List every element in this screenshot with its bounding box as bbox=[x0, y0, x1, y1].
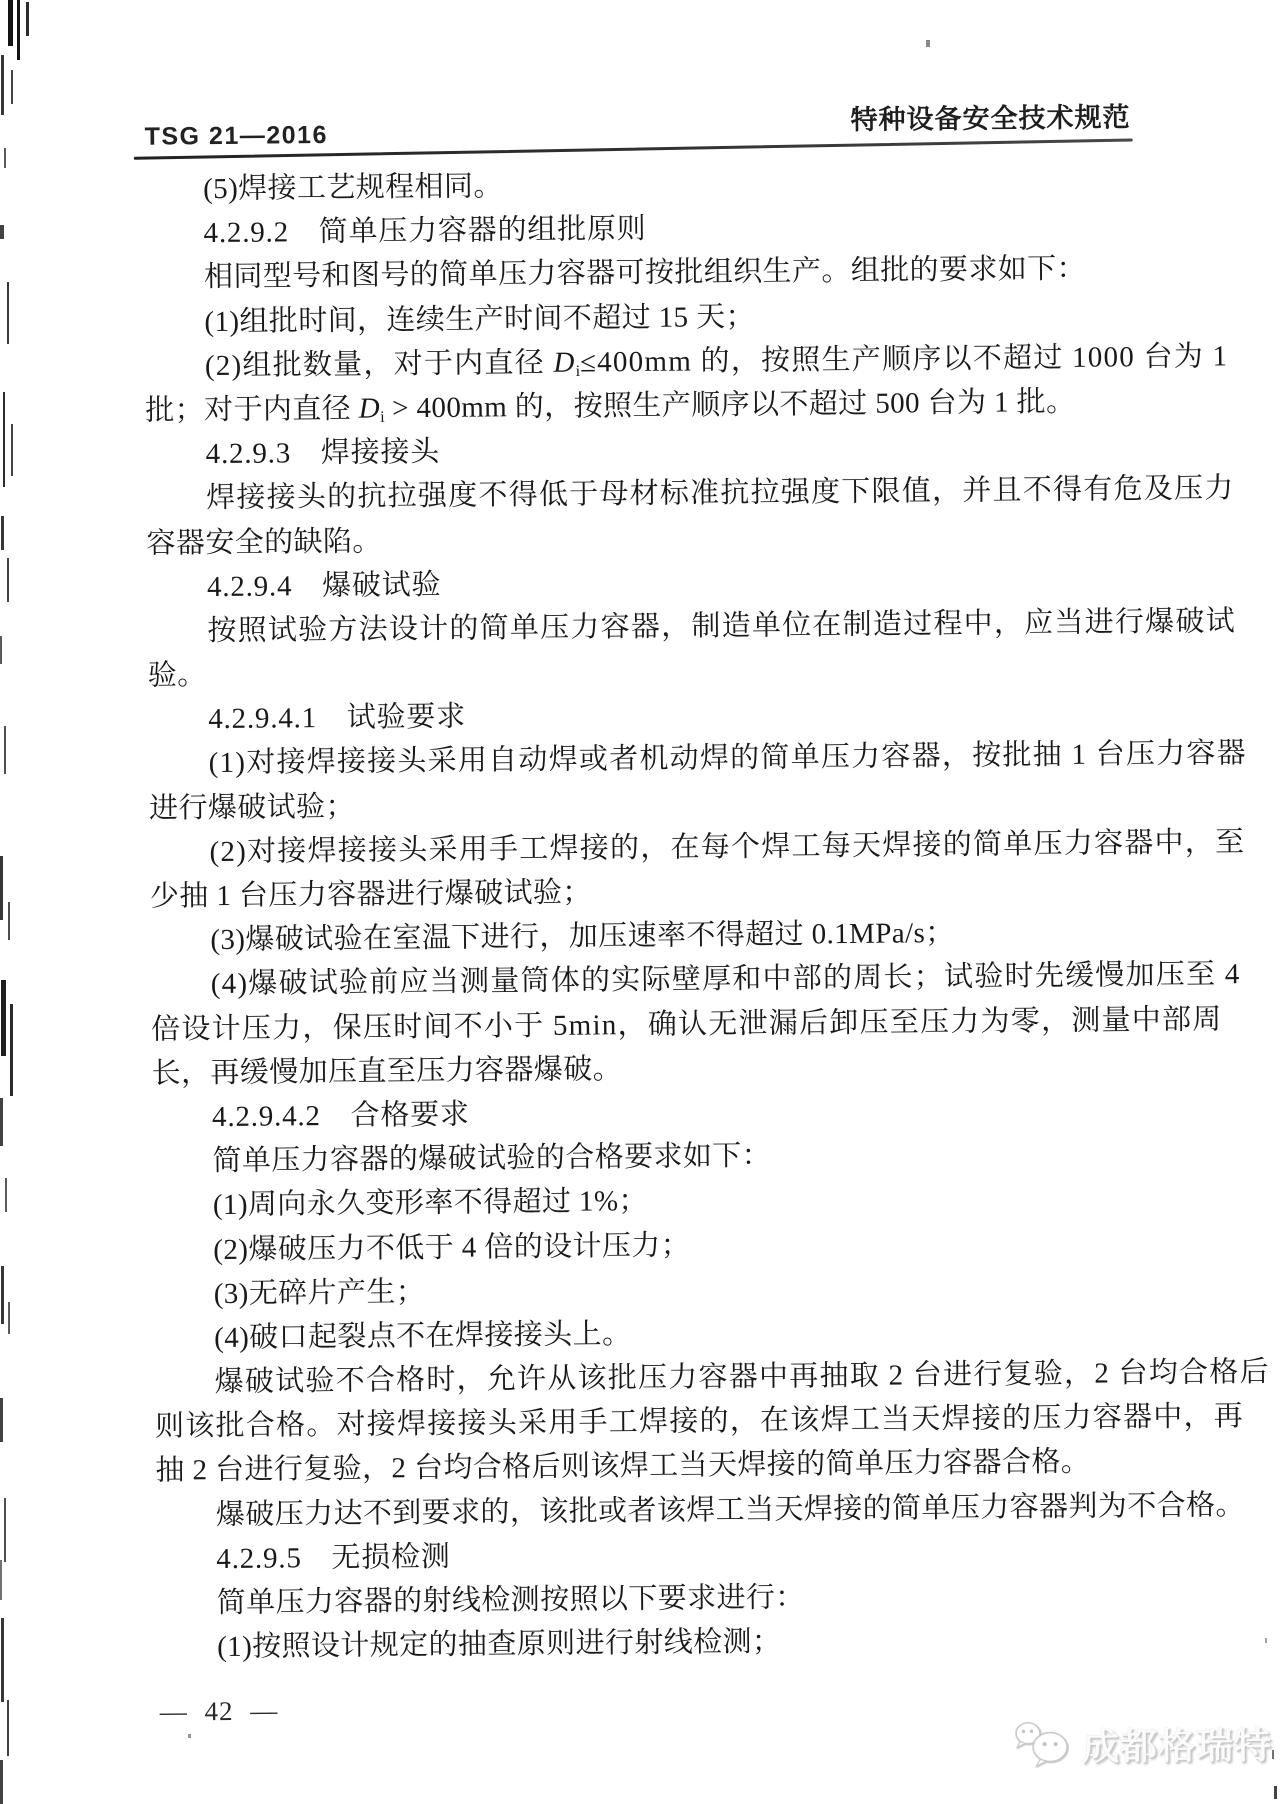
scan-mark bbox=[7, 558, 9, 602]
body-line: (1)对接焊接接头采用自动焊或者机动焊的简单压力容器，按批抽 1 台压力容器 bbox=[208, 737, 1248, 780]
body-line: (5)焊接工艺规程相同。 bbox=[203, 170, 503, 206]
body-line: 则该批合格。对接焊接接头采用手工焊接的，在该焊工当天焊接的压力容器中，再 bbox=[154, 1400, 1245, 1443]
scan-mark bbox=[7, 282, 9, 344]
body-line: 批；对于内直径 $D_i > 400mm$ 的，按照生产顺序以不超过 500 台为 1 批。 bbox=[145, 385, 1076, 427]
body-line: 爆破试验不合格时，允许从该批压力容器中再抽取 2 台进行复验，2 台均合格后 bbox=[214, 1356, 1270, 1399]
body-line: (1)组批时间，连续生产时间不超过 15 天； bbox=[204, 300, 756, 338]
watermark-brand-text: 成都格瑞特 bbox=[1081, 1724, 1273, 1768]
scan-mark bbox=[7, 1700, 9, 1756]
body-line: 少抽 1 台压力容器进行爆破试验； bbox=[149, 876, 592, 913]
body-line: (3)无碎片产生； bbox=[213, 1275, 426, 1310]
wechat-icon bbox=[1012, 1718, 1076, 1771]
body-line: 按照试验方法设计的简单压力容器，制造单位在制造过程中，应当进行爆破试 bbox=[207, 605, 1237, 648]
scan-mark bbox=[1, 1618, 4, 1702]
body-line: (1)按照设计规定的抽查原则进行射线检测； bbox=[217, 1625, 782, 1664]
scan-mark bbox=[188, 1734, 191, 1738]
scan-mark bbox=[1265, 1638, 1267, 1643]
scan-mark bbox=[0, 636, 2, 664]
document-header-title: 特种设备安全技术规范 bbox=[850, 102, 1131, 135]
body-line: (4)爆破试验前应当测量筒体的实际壁厚和中部的周长；试验时先缓慢加压至 4 bbox=[210, 958, 1241, 1001]
scan-mark bbox=[0, 1760, 3, 1804]
body-line: 容器安全的缺陷。 bbox=[146, 524, 382, 560]
section-heading: 4.2.9.2 简单压力容器的组批原则 bbox=[203, 213, 647, 250]
body-line: (3)爆破试验在室温下进行，加压速率不得超过 0.1MPa/s； bbox=[210, 917, 955, 957]
body-line: (1)周向永久变形率不得超过 1%； bbox=[212, 1185, 648, 1222]
body-line: 简单压力容器的爆破试验的合格要求如下： bbox=[212, 1139, 772, 1178]
body-line: (2)组批数量，对于内直径 $D_i\le 400mm$ 的，按照生产顺序以不超过 1000 台为 1 bbox=[204, 340, 1229, 382]
scan-mark bbox=[0, 1560, 2, 1600]
section-heading: 4.2.9.4.1 试验要求 bbox=[208, 700, 467, 736]
body-line: 长，再缓慢加压直至压力容器爆破。 bbox=[151, 1052, 623, 1090]
body-line: (2)爆破压力不低于 4 倍的设计压力； bbox=[213, 1229, 691, 1266]
page-number: — 42 — bbox=[159, 1695, 279, 1727]
body-lines bbox=[143, 158, 1270, 1670]
scan-mark bbox=[0, 225, 4, 239]
section-heading: 4.2.9.3 焊接接头 bbox=[205, 436, 441, 471]
scan-mark bbox=[17, 0, 20, 60]
scan-mark bbox=[4, 1498, 6, 1562]
body-line: 验。 bbox=[147, 659, 207, 692]
body-line: 进行爆破试验； bbox=[148, 790, 356, 825]
body-line: 爆破压力达不到要求的，该批或者该焊工当天焊接的简单压力容器判为不合格。 bbox=[215, 1488, 1246, 1531]
scan-mark bbox=[1, 516, 4, 550]
body-line: 焊接接头的抗拉强度不得低于母材标准抗拉强度下限值，并且不得有危及压力 bbox=[205, 472, 1235, 515]
scan-mark bbox=[0, 1098, 3, 1146]
scan-mark bbox=[1, 1266, 4, 1324]
body-line: 倍设计压力，保压时间不小于 5min，确认无泄漏后卸压至压力为零，测量中部周 bbox=[151, 1002, 1223, 1046]
section-heading: 4.2.9.4.2 合格要求 bbox=[211, 1098, 470, 1134]
section-heading: 4.2.9.4 爆破试验 bbox=[206, 568, 442, 603]
scan-mark bbox=[8, 902, 10, 940]
body-line: 简单压力容器的射线检测按照以下要求进行： bbox=[216, 1581, 805, 1620]
scan-mark bbox=[4, 726, 6, 774]
scan-mark bbox=[1, 980, 6, 1056]
body-line: 抽 2 台进行复验，2 台均合格后则该焊工当天焊接的简单压力容器合格。 bbox=[155, 1446, 1091, 1488]
scan-mark bbox=[10, 1004, 13, 1096]
scan-mark bbox=[11, 424, 13, 476]
scan-mark bbox=[5, 1178, 7, 1212]
scan-mark bbox=[926, 40, 930, 47]
scan-mark bbox=[0, 856, 3, 920]
scan-mark bbox=[8, 0, 13, 46]
scan-mark bbox=[1274, 1786, 1277, 1799]
body-line: (2)对接焊接接头采用手工焊接的，在每个焊工每天焊接的简单压力容器中，至 bbox=[209, 826, 1246, 868]
scan-mark bbox=[4, 148, 6, 168]
watermark bbox=[1012, 1714, 1273, 1772]
section-heading: 4.2.9.5 无损检测 bbox=[216, 1540, 451, 1575]
scan-mark bbox=[1272, 1750, 1274, 1759]
document-code: TSG 21—2016 bbox=[144, 120, 329, 151]
body-line: (4)破口起裂点不在焊接接头上。 bbox=[214, 1317, 632, 1354]
scan-mark bbox=[11, 70, 13, 104]
scan-mark bbox=[0, 1398, 3, 1442]
scan-mark bbox=[3, 392, 5, 487]
body-line: 相同型号和图号的简单压力容器可按批组织生产。组批的要求如下： bbox=[203, 253, 1087, 294]
scan-mark bbox=[8, 1302, 10, 1334]
scan-mark bbox=[26, 2, 29, 36]
scan-mark bbox=[1, 55, 4, 115]
